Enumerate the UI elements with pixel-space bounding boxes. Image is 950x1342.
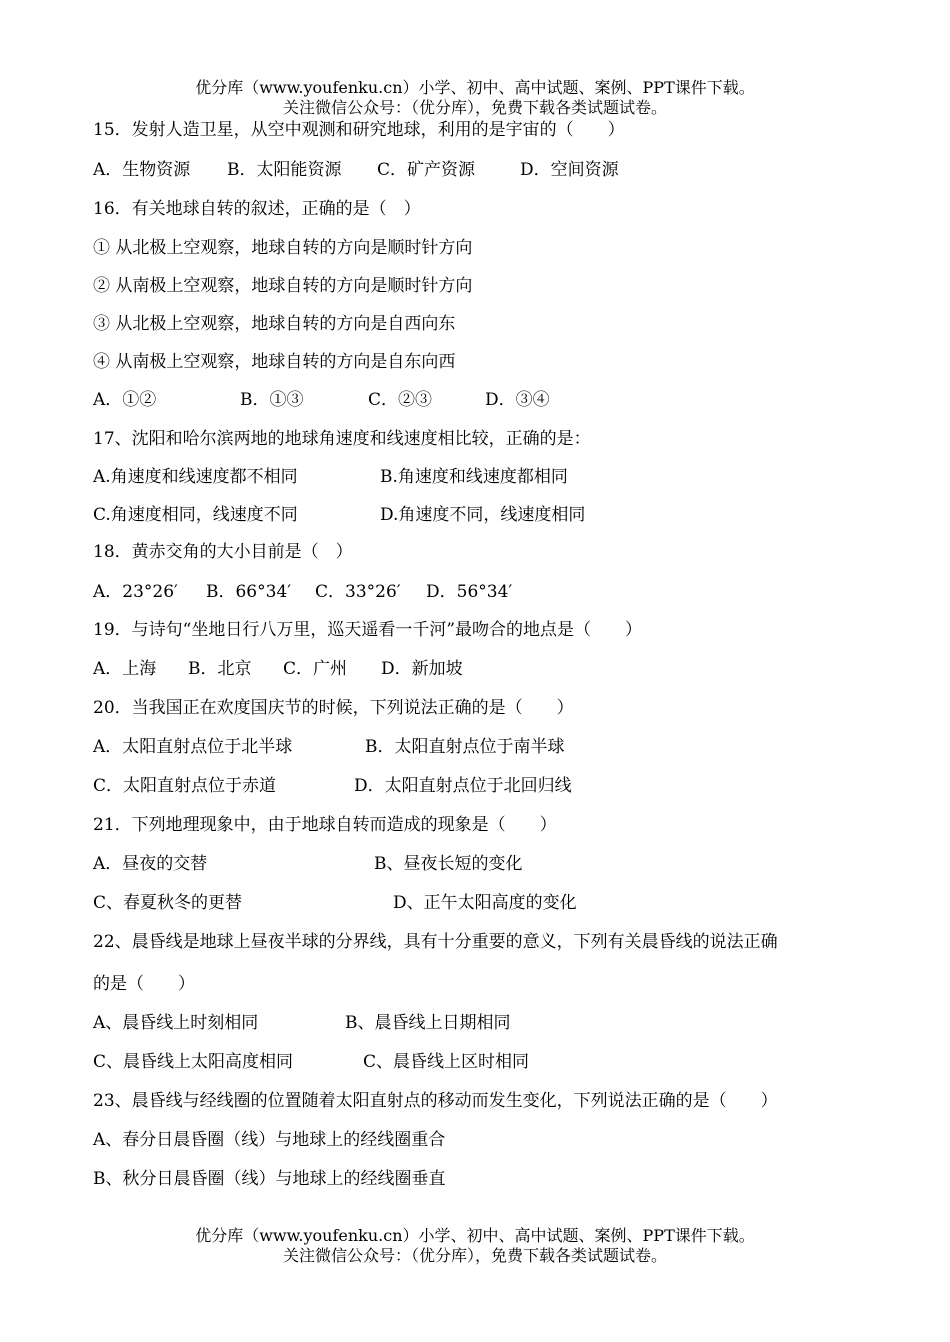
option-d: D．空间资源 <box>520 160 619 180</box>
option-c: C、晨昏线上太阳高度相同 <box>93 1052 294 1072</box>
option-c: C．②③ <box>368 390 433 410</box>
option-b: B、晨昏线上日期相同 <box>345 1013 511 1033</box>
option-d: D．太阳直射点位于北回归线 <box>354 776 572 796</box>
option-d: D．56°34′ <box>426 582 513 602</box>
question-20-stem: 20．当我国正在欢度国庆节的时候，下列说法正确的是（ ） <box>93 698 574 718</box>
question-22-stem-line-2: 的是（ ） <box>93 974 195 994</box>
option-b: B、昼夜长短的变化 <box>374 854 523 874</box>
option-a: A．生物资源 <box>93 160 191 180</box>
option-b: B．北京 <box>188 659 252 679</box>
option-c: C．太阳直射点位于赤道 <box>93 776 277 796</box>
option-b: B．66°34′ <box>206 582 292 602</box>
option-a: A．太阳直射点位于北半球 <box>93 737 293 757</box>
option-d: D、正午太阳高度的变化 <box>393 893 577 913</box>
option-c: C．广州 <box>283 659 348 679</box>
option-c: C．矿产资源 <box>377 160 476 180</box>
question-19-stem: 19．与诗句“坐地日行八万里，巡天遥看一千河”最吻合的地点是（ ） <box>93 620 643 640</box>
option-b: B．太阳能资源 <box>227 160 342 180</box>
option-b: B.角速度和线速度都相同 <box>380 467 568 487</box>
option-a: A、晨昏线上时刻相同 <box>93 1013 259 1033</box>
option-a: A．①② <box>93 390 157 410</box>
question-18-stem: 18．黄赤交角的大小目前是（ ） <box>93 542 353 562</box>
header-line-1: 优分库（www.youfenku.cn）小学、初中、高中试题、案例、PPT课件下载。 <box>195 78 755 97</box>
question-16-statement-2: ② 从南极上空观察，地球自转的方向是顺时针方向 <box>93 276 473 296</box>
option-d: D.角速度不同，线速度相同 <box>380 505 586 525</box>
option-b: B．太阳直射点位于南半球 <box>365 737 565 757</box>
question-23-option-a: A、春分日晨昏圈（线）与地球上的经线圈重合 <box>93 1130 446 1150</box>
header-line-2: 关注微信公众号：（优分库），免费下载各类试题试卷。 <box>282 98 667 117</box>
option-d: D．③④ <box>485 390 550 410</box>
option-a: A．上海 <box>93 659 157 679</box>
option-c: C、春夏秋冬的更替 <box>93 893 243 913</box>
option-c: C．33°26′ <box>315 582 401 602</box>
question-23-option-b: B、秋分日晨昏圈（线）与地球上的经线圈垂直 <box>93 1169 446 1189</box>
question-15-stem: 15．发射人造卫星，从空中观测和研究地球，利用的是宇宙的（ ） <box>93 120 625 140</box>
option-a: A．23°26′ <box>93 582 178 602</box>
question-23-stem: 23、晨昏线与经线圈的位置随着太阳直射点的移动而发生变化，下列说法正确的是（ ） <box>93 1091 778 1111</box>
question-16-stem: 16．有关地球自转的叙述，正确的是（ ） <box>93 199 421 219</box>
footer-line-2: 关注微信公众号：（优分库），免费下载各类试题试卷。 <box>282 1246 667 1265</box>
question-21-stem: 21．下列地理现象中，由于地球自转而造成的现象是（ ） <box>93 815 557 835</box>
footer-line-1: 优分库（www.youfenku.cn）小学、初中、高中试题、案例、PPT课件下载。 <box>195 1226 755 1245</box>
question-22-stem-line-1: 22、晨昏线是地球上昼夜半球的分界线，具有十分重要的意义，下列有关晨昏线的说法正确 <box>93 932 778 952</box>
question-16-statement-3: ③ 从北极上空观察，地球自转的方向是自西向东 <box>93 314 456 334</box>
option-a: A．昼夜的交替 <box>93 854 208 874</box>
question-16-statement-1: ① 从北极上空观察，地球自转的方向是顺时针方向 <box>93 238 473 258</box>
option-a: A.角速度和线速度都不相同 <box>93 467 298 487</box>
option-b: B．①③ <box>240 390 304 410</box>
option-d: D．新加坡 <box>381 659 463 679</box>
option-d: C、晨昏线上区时相同 <box>363 1052 530 1072</box>
option-c: C.角速度相同，线速度不同 <box>93 505 298 525</box>
question-17-stem: 17、沈阳和哈尔滨两地的地球角速度和线速度相比较，正确的是： <box>93 429 591 449</box>
question-16-statement-4: ④ 从南极上空观察，地球自转的方向是自东向西 <box>93 352 456 372</box>
